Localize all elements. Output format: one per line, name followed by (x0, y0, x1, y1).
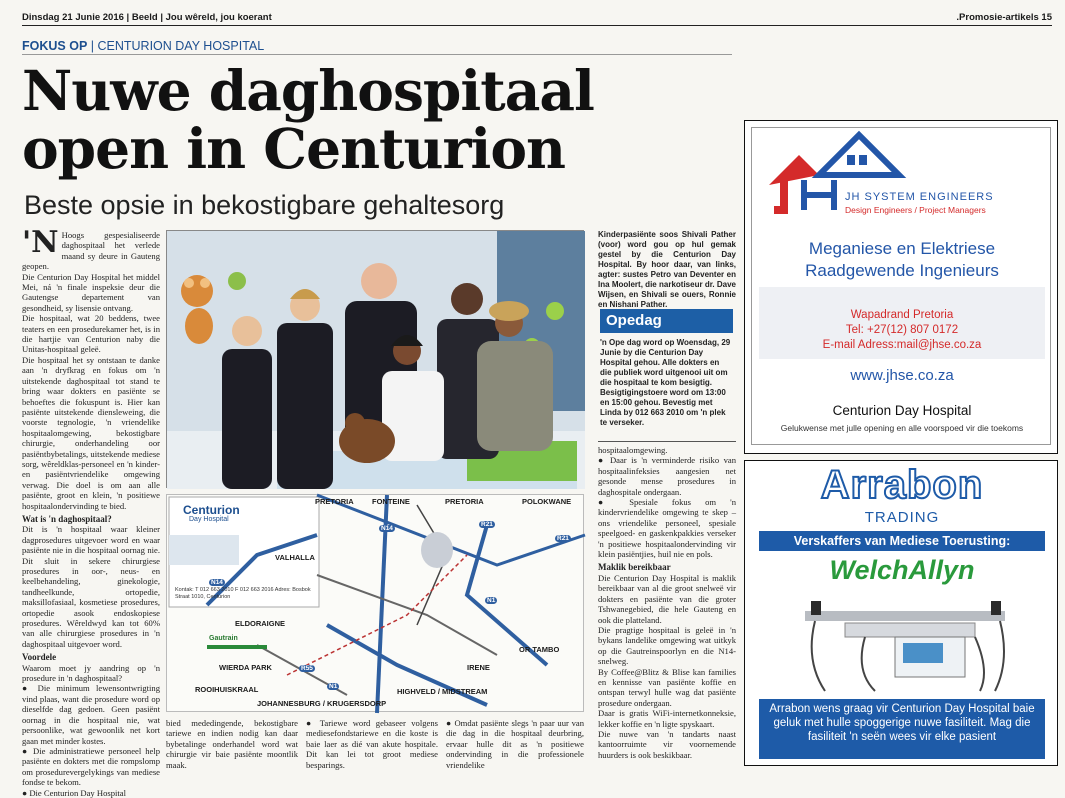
subheadline: Beste opsie in bekostigbare gehaltesorg (24, 190, 505, 220)
ad-location: Wapadrand Pretoria (850, 309, 954, 321)
section-heading: Maklik bereikbaar (598, 562, 671, 573)
kicker-label: FOKUS OP (22, 39, 88, 53)
paragraph: Waarom moet jy aandring op 'n prosedure in 'n daghospitaal? (22, 662, 160, 684)
map-place: OR TAMBO (519, 645, 560, 654)
map-place: ELDORAIGNE (235, 619, 286, 628)
issue-info: Dinsdag 21 Junie 2016 | Beeld | Jou wêreld, jou koerant (22, 12, 272, 23)
location-map (166, 494, 584, 712)
hospital-staff-photo (166, 230, 584, 488)
map-place: ROOIHUISKRAAL (195, 685, 259, 694)
arrabon-logo: Arrabon (820, 463, 984, 507)
map-place: IRENE (467, 663, 490, 672)
road-marker: N1 (487, 597, 496, 604)
headline (22, 58, 742, 181)
kicker-topic: CENTURION DAY HOSPITAL (97, 39, 265, 53)
paragraph: ● Spesiale fokus om 'n kindervriendelike omgewing te skep – ons vriendelike personeel, spesiale speelgoed- en gaskenkpakkies verseker 'n positiewe hospitaalondervinding vir klein pasiëntjies, huil nie en pols. (598, 497, 736, 560)
paragraph: ● Die minimum lewensontwrigting vind plaas, want die prosedure word op dieselfde dag gedoen. Geen pasiënt oornag in die hospitaal nie, wat persoonlike, wat gewoonlik net kort gaan met minder kostes. (22, 683, 160, 746)
paragraph: By Coffee@Blitz & Blise kan families en kennisse van pasiënte koffie en ontspan terwyl hulle wag dat pasiënte prosedure ondergaan. (598, 666, 736, 708)
drop-cap: 'N (22, 225, 59, 260)
map-place: FONTEINE (372, 497, 410, 506)
road-marker: R55 (301, 665, 313, 672)
road-map-illustration (167, 495, 585, 713)
ad-email: E-mail Adress:mail@jhse.co.za (822, 339, 982, 351)
arrabon-trading: TRADING (864, 509, 940, 526)
headline-line-1: Nuwe daghospitaal (22, 58, 594, 123)
photo-illustration (167, 231, 585, 489)
opedag-heading: Opedag (600, 309, 733, 333)
section-heading: Wat is 'n daghospitaal? (22, 513, 112, 524)
divider (598, 441, 736, 442)
paragraph: Die Centurion Day Hospital het middel Mei, ná 'n finale inspeksie deur die Gautengse departement van gesondheid, sy lisensie ontvang. (22, 271, 160, 313)
paragraph: Dit is 'n hospitaal waar kleiner dagprosedures uitgevoer word en waar pasiënte nie in die hospitaal oornag nie. Dit sluit in sekere chirurgiese prosedures in oor-, neus- en keelbehandeling, ginekologie, tandheelkunde, ortopedie, maksillofasiaal, kosmetiese prosedures, ortopedie asook endoskopiese prosedures. Wêreldwyd kan tot 60% van alle chirurgiese prosedures in 'n daghospitaal uitgevoer word. (22, 524, 160, 649)
paragraph: hospitaalomgewing. (598, 445, 668, 455)
map-place: HIGHVELD / MIDSTREAM (397, 687, 488, 696)
paragraph: Die pragtige hospitaal is geleë in 'n bykans landelike omgewing wat uitkyk op die Gautreinspoorlyn en die N14-snelweg. (598, 624, 736, 667)
paragraph: Die Centurion Day Hospital is maklik bereikbaar van al die groot snelweë vir dokters en pasiënte van die groter Tshwanegebied, die hele Gauteng en ook die platteland. (598, 572, 736, 625)
road-marker: N14 (211, 579, 223, 586)
map-place: PRETORIA (445, 497, 484, 506)
company-name: JH SYSTEM ENGINEERS (845, 191, 994, 203)
paragraph: ● Die administratiewe personeel help pasiënte en dokters met die rompslomp om prosedurevergelykings van mediese fondse te bekom. (22, 745, 160, 788)
map-place: VALHALLA (275, 553, 315, 562)
page-header-bar (22, 12, 1052, 26)
paragraph: ● Daar is 'n verminderde risiko van hospitaalinfeksies aangesien net gesonde mense prosedures in daghospitale ondergaan. (598, 455, 736, 497)
gautrain-label: Gautrain (209, 635, 238, 642)
map-place: JOHANNESBURG / KRUGERSDORP (257, 699, 387, 708)
map-place: POLOKWANE (522, 497, 572, 506)
road-marker: N14 (381, 525, 393, 532)
paragraph: Daar is gratis WiFi-internetkonneksie, lekker koffie en 'n ligte spyskaart. (598, 708, 736, 729)
ad-telephone: Tel: +27(12) 807 0172 (845, 324, 959, 336)
map-place: PRETORIA (315, 497, 354, 506)
article-column-2: bied mededingende, bekostigbare tariewe en indien nodig kan daar bybetalinge onderhandel word wat chirurgie vir baie pasiënte moontlik maak. (166, 718, 298, 770)
ad-heading-1: Meganiese en Elektriese (808, 239, 996, 258)
company-tagline: Design Engineers / Project Managers (845, 205, 986, 215)
headline-line-2: open in Centurion (22, 116, 565, 181)
opedag-text: 'n Ope dag word op Woensdag, 29 Junie by die Centurion Day Hospital gehou. Alle dokters en die publiek word uitgenooi uit om die hospitaal te kom besigtig. Besigtigingstoere word om 13:00 en 15:00 gehou. Bevestig met Linda by 012 663 2010 om 'n plek te verseker. (600, 338, 731, 427)
road-marker: R21 (557, 535, 569, 542)
map-logo-name: Centurion (183, 503, 240, 517)
road-marker: R21 (481, 521, 493, 528)
jhse-advertisement (744, 120, 1058, 454)
map-contact-info: Kontak: T 012 663 2010 F 012 663 2016 Adres: Bosbok Straat 1010, Centurion (175, 587, 311, 600)
map-logo-sub: Day Hospital (189, 516, 229, 523)
paragraph: ● Die Centurion Day Hospital (22, 787, 127, 798)
medical-equipment-image (785, 591, 1025, 696)
supplier-band: Verskaffers van Mediese Toerusting: (759, 531, 1045, 551)
welchallyn-logo: WelchAllyn (829, 555, 975, 585)
ad-website: www.jhse.co.za (850, 367, 954, 384)
map-place: WIERDA PARK (219, 663, 272, 672)
section-kicker: FOKUS OP | CENTURION DAY HOSPITAL (22, 39, 265, 53)
article-column-3a: ● Tariewe word gebaseer volgens mediesefondstariewe en die koste is baie laer as dié van akute hospitale. Dit kan lei tot groot mediese besparings. (306, 718, 438, 770)
paragraph: Die hospitaal het sy ontstaan te danke aan 'n dryfkrag en fokus om 'n uitstekende daghospitaal tot stand te bring waar dokters en pasiënte se behoeftes die fokuspunt is. Hier kan pasiënte uitstekende diensleweing, die voorste tegnologie, 'n vriendelike hospitaalomgewing, bekostigbare chirurgie, onderhandeling oor pasiëntbybetalings, uitstekende mediese sorg, wêreldklas-personeel en 'n kinder- en pasiëntvriendelike omgewing verwag. Die doel is om aan alle pasiënte, groot en klein, 'n positiewe hospitaalondervinding te bied. (22, 354, 160, 511)
article-column-1 (22, 225, 160, 798)
kicker-divider (22, 54, 732, 55)
congratulations-message: Arrabon wens graag vir Centurion Day Hospital baie geluk met hulle spoggerige nuwe fasiliteit. Mag die fasiliteit 'n seën wees vir elke pasient (759, 699, 1045, 759)
article-column-4 (598, 445, 736, 766)
jhse-logo-icon (759, 135, 909, 215)
paragraph: Die hospitaal, wat 20 beddens, twee teaters en een prosedurekamer het, is in die hartjie van Centurion naby die Unitas-hospitaal geleë. (22, 313, 160, 355)
article-column-3b: ● Omdat pasiënte slegs 'n paar uur van die dag in die hospitaal deurbring, ervaar hulle dit as 'n positiewe ondervinding in die professionele vriendelike (446, 718, 584, 770)
ad-heading-2: Raadgewende Ingenieurs (805, 261, 999, 280)
section-page-number: .Promosie-artikels 15 (956, 12, 1052, 23)
ad-congratulations: Gelukwense met julle opening en alle voorspoed vir die toekoms (780, 423, 1024, 433)
photo-caption: Kinderpasiënte soos Shivali Pather (voor) word gou op hul gemak gestel by die Centurion Day Hospital. By hoor daar, van links, agter: sustes Petro van Deventer en Ina Moolert, die narkotiseur dr. Dave Wijsen, en Shivali se ouers, Ronnie en Nishani Pather. (598, 230, 736, 309)
road-marker: N1 (329, 683, 338, 690)
paragraph: Die nuwe van 'n tandarts naast kantoorruimte vir voornemende huurders is ook beskikbaar. (598, 728, 736, 760)
arrabon-advertisement (744, 460, 1058, 766)
ad-client-name: Centurion Day Hospital (832, 403, 972, 418)
section-heading: Voordele (22, 652, 57, 663)
lead-paragraph: Hoogs gespesialiseerde daghospitaal het verlede maand sy deure in Gauteng geopen. (22, 230, 160, 272)
